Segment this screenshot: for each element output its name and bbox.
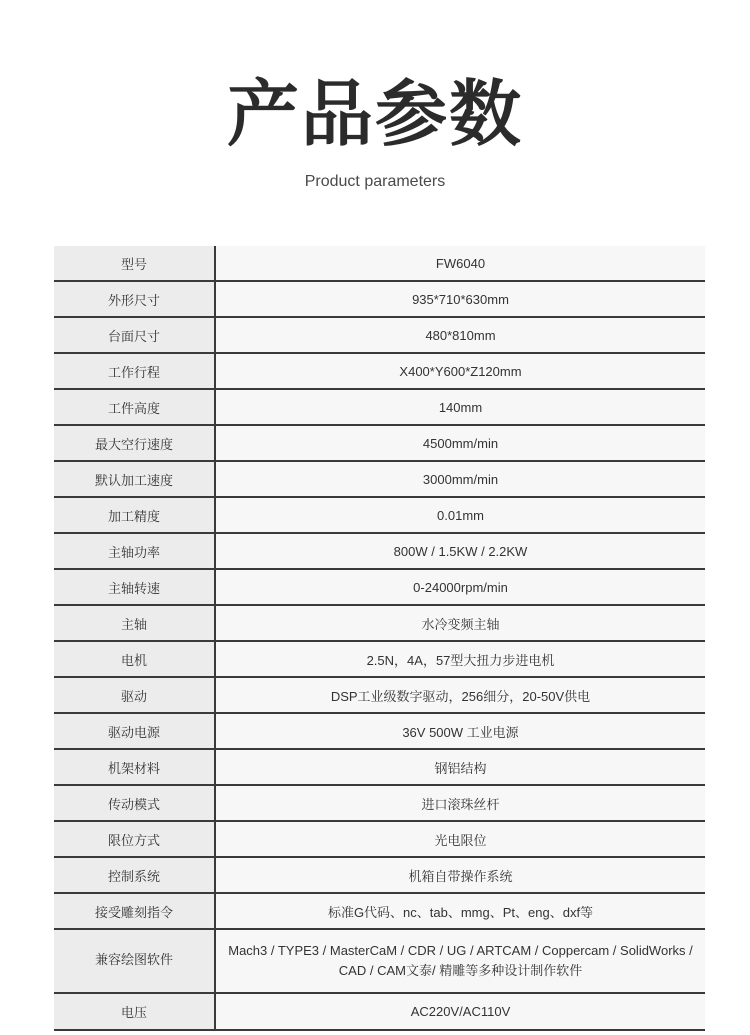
param-label: 电机: [54, 641, 215, 677]
table-row: [54, 605, 705, 641]
table-row: [54, 749, 705, 785]
table-row: [54, 641, 705, 677]
param-label: 传动模式: [54, 785, 215, 821]
param-value: 钢铝结构: [215, 749, 705, 785]
table-row: [54, 246, 705, 281]
param-value-line: Mach3 / TYPE3 / MasterCaM / CDR / UG / ARTCAM / Coppercam / SolidWorks /: [228, 943, 693, 958]
param-value: 2.5N，4A，57型大扭力步进电机: [215, 641, 705, 677]
param-label: 兼容绘图软件: [54, 929, 215, 993]
param-label: 电压: [54, 993, 215, 1030]
param-label: 主轴功率: [54, 533, 215, 569]
page-subtitle: Product parameters: [304, 173, 446, 190]
param-label: 型号: [54, 246, 215, 281]
param-label: 控制系统: [54, 857, 215, 893]
param-label: 加工精度: [54, 497, 215, 533]
param-label: 外形尺寸: [54, 281, 215, 317]
param-value: FW6040: [215, 246, 705, 281]
param-label: 工件高度: [54, 389, 215, 425]
page-title: 产品参数: [226, 72, 523, 156]
param-label: 驱动: [54, 677, 215, 713]
param-value: 0-24000rpm/min: [215, 569, 705, 605]
param-value: 480*810mm: [215, 317, 705, 353]
table-row: [54, 533, 705, 569]
param-value: 800W / 1.5KW / 2.2KW: [215, 533, 705, 569]
param-label: 工作行程: [54, 353, 215, 389]
param-label: 主轴转速: [54, 569, 215, 605]
table-row: [54, 893, 705, 929]
table-row: [54, 281, 705, 317]
param-value: 4500mm/min: [215, 425, 705, 461]
param-value: [215, 929, 705, 993]
table-row: [54, 497, 705, 533]
table-row: [54, 461, 705, 497]
table-row: [54, 425, 705, 461]
table-row: [54, 857, 705, 893]
table-row: [54, 317, 705, 353]
param-value: X400*Y600*Z120mm: [215, 353, 705, 389]
table-row: [54, 389, 705, 425]
param-label: 默认加工速度: [54, 461, 215, 497]
param-label: 机架材料: [54, 749, 215, 785]
param-value: 935*710*630mm: [215, 281, 705, 317]
table-row: [54, 929, 705, 993]
param-value: AC220V/AC110V: [215, 993, 705, 1030]
parameters-table: [54, 246, 705, 1031]
param-value: 光电限位: [215, 821, 705, 857]
table-row: [54, 785, 705, 821]
param-value: 3000mm/min: [215, 461, 705, 497]
param-label: 台面尺寸: [54, 317, 215, 353]
param-label: 限位方式: [54, 821, 215, 857]
param-value: 进口滚珠丝杆: [215, 785, 705, 821]
table-row: [54, 353, 705, 389]
param-label: 最大空行速度: [54, 425, 215, 461]
param-value: 水冷变频主轴: [215, 605, 705, 641]
table-row: [54, 677, 705, 713]
table-row: [54, 713, 705, 749]
table-row: [54, 821, 705, 857]
param-label: 接受雕刻指令: [54, 893, 215, 929]
param-value: 0.01mm: [215, 497, 705, 533]
param-label: 主轴: [54, 605, 215, 641]
param-value: 机箱自带操作系统: [215, 857, 705, 893]
param-value: 36V 500W 工业电源: [215, 713, 705, 749]
table-row: [54, 993, 705, 1030]
param-label: 驱动电源: [54, 713, 215, 749]
param-value: 140mm: [215, 389, 705, 425]
param-value: DSP工业级数字驱动，256细分，20-50V供电: [215, 677, 705, 713]
param-value-line: CAD / CAM文泰/ 精雕等多种设计制作软件: [338, 963, 583, 978]
table-row: [54, 569, 705, 605]
param-value: 标准G代码、nc、tab、mmg、Pt、eng、dxf等: [215, 893, 705, 929]
